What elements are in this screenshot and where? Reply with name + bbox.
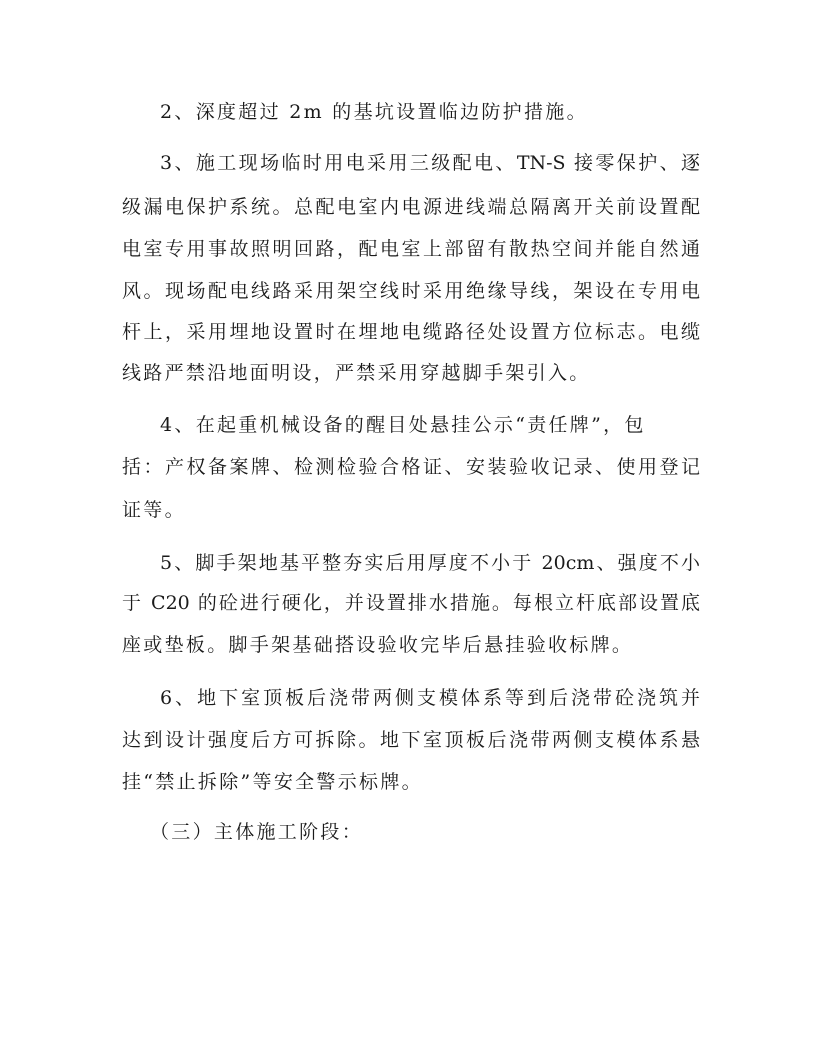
- section-heading: （三）主体施工阶段：: [150, 821, 364, 843]
- paragraph-item-3-line: 电室专用事故照明回路，配电室上部留有散热空间并能自然通: [122, 238, 700, 260]
- paragraph-item-3-line: 杆上，采用埋地设置时在埋地电缆路径处设置方位标志。电缆: [122, 321, 700, 343]
- paragraph-item-6-line: 6、地下室顶板后浇带两侧支模体系等到后浇带砼浇筑并: [160, 687, 700, 709]
- paragraph-item-3-line: 3、施工现场临时用电采用三级配电、TN-S 接零保护、逐: [160, 152, 700, 174]
- paragraph-item-2-line: 2、深度超过 2m 的基坑设置临边防护措施。: [160, 101, 588, 123]
- paragraph-item-6-line: 挂“禁止拆除”等安全警示标牌。: [122, 771, 423, 793]
- paragraph-item-4-line: 4、在起重机械设备的醒目处悬挂公示“责任牌”，包: [160, 414, 646, 436]
- paragraph-item-4-line: 证等。: [122, 499, 186, 521]
- paragraph-item-4-line: 括：产权备案牌、检测检验合格证、安装验收记录、使用登记: [122, 456, 700, 478]
- paragraph-item-6-line: 达到设计强度后方可拆除。地下室顶板后浇带两侧支模体系悬: [122, 729, 700, 751]
- paragraph-item-5-line: 5、脚手架地基平整夯实后用厚度不小于 20cm、强度不小: [160, 552, 700, 574]
- paragraph-item-3-line: 级漏电保护系统。总配电室内电源进线端总隔离开关前设置配: [122, 196, 700, 218]
- paragraph-item-5-line: 座或垫板。脚手架基础搭设验收完毕后悬挂验收标牌。: [122, 634, 634, 656]
- paragraph-item-3-line: 风。现场配电线路采用架空线时采用绝缘导线，架设在专用电: [122, 280, 700, 302]
- paragraph-item-3-line: 线路严禁沿地面明设，严禁采用穿越脚手架引入。: [122, 362, 591, 384]
- paragraph-item-5-line: 于 C20 的砼进行硬化，并设置排水措施。每根立杆底部设置底: [122, 592, 700, 614]
